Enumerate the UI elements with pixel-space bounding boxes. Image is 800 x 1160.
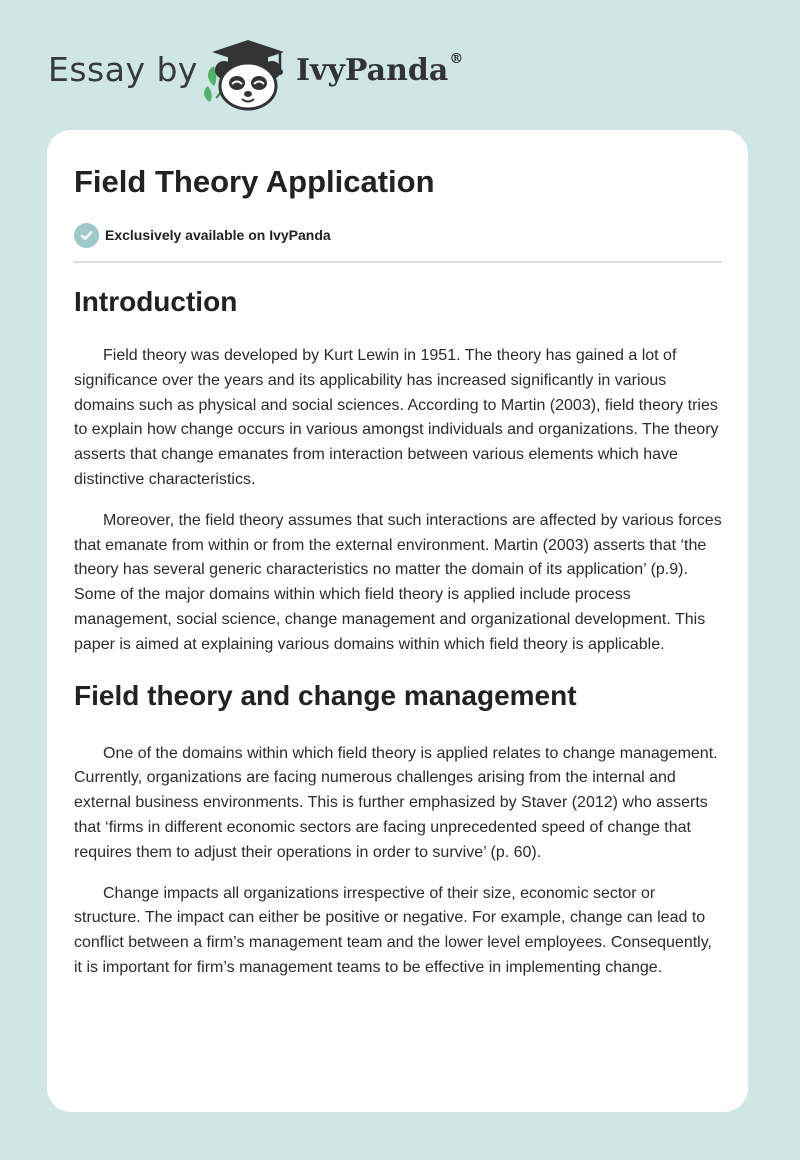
- paragraph: Field theory was developed by Kurt Lewin in 1951. The theory has gained a lot of significance over the years and its applicability has increased significantly in various domains such as physical and social sciences. According to Martin (2003), field theory tries to explain how change occurs in various amongst individuals and organizations. The theory asserts that change emanates from interaction between various elements which have distinctive characteristics.: [74, 347, 719, 488]
- section-heading: Introduction: [74, 286, 238, 317]
- brand-prefix: Essay by: [48, 50, 198, 89]
- paragraph: One of the domains within which field theory is applied relates to change management. Currently, organizations are facing numerous challenges arising from the internal and external business environments. This is further emphasized by Staver (2012) who asserts that ‘firms in different economic sectors are facing unprecedented speed of change that requires them to adjust their operations in order to survive’ (p. 60).: [74, 744, 718, 861]
- trademark-symbol: ®: [449, 51, 464, 67]
- check-circle-icon: [74, 223, 99, 248]
- panda-graduate-icon: [200, 36, 296, 112]
- title-divider: [74, 261, 722, 263]
- exclusive-badge: [74, 222, 331, 248]
- brand-name: IvyPanda®: [296, 51, 464, 88]
- essay-card: [47, 130, 748, 1112]
- page-title: Field Theory Application: [74, 164, 435, 199]
- brand-header[interactable]: [48, 36, 468, 112]
- exclusive-badge-label: Exclusively available on IvyPanda: [105, 227, 331, 243]
- essay-body: [74, 280, 722, 981]
- paragraph: Change impacts all organizations irrespective of their size, economic sector or structure. The impact can either be positive or negative. For example, change can lead to conflict between a firm’s management team and the lower level employees. Consequently, it is important for firm’s management teams to be effective in implementing change.: [74, 884, 712, 976]
- paragraph: Moreover, the field theory assumes that such interactions are affected by various forces that emanate from within or from the external environment. Martin (2003) asserts that ‘the theory has several generic characteristics no matter the domain of its application’ (p.9). Some of the major domains within which field theory is applied include process management, social science, change management and organizational development. This paper is aimed at explaining various domains within which field theory is applicable.: [74, 511, 722, 653]
- section-heading: Field theory and change management: [74, 679, 577, 711]
